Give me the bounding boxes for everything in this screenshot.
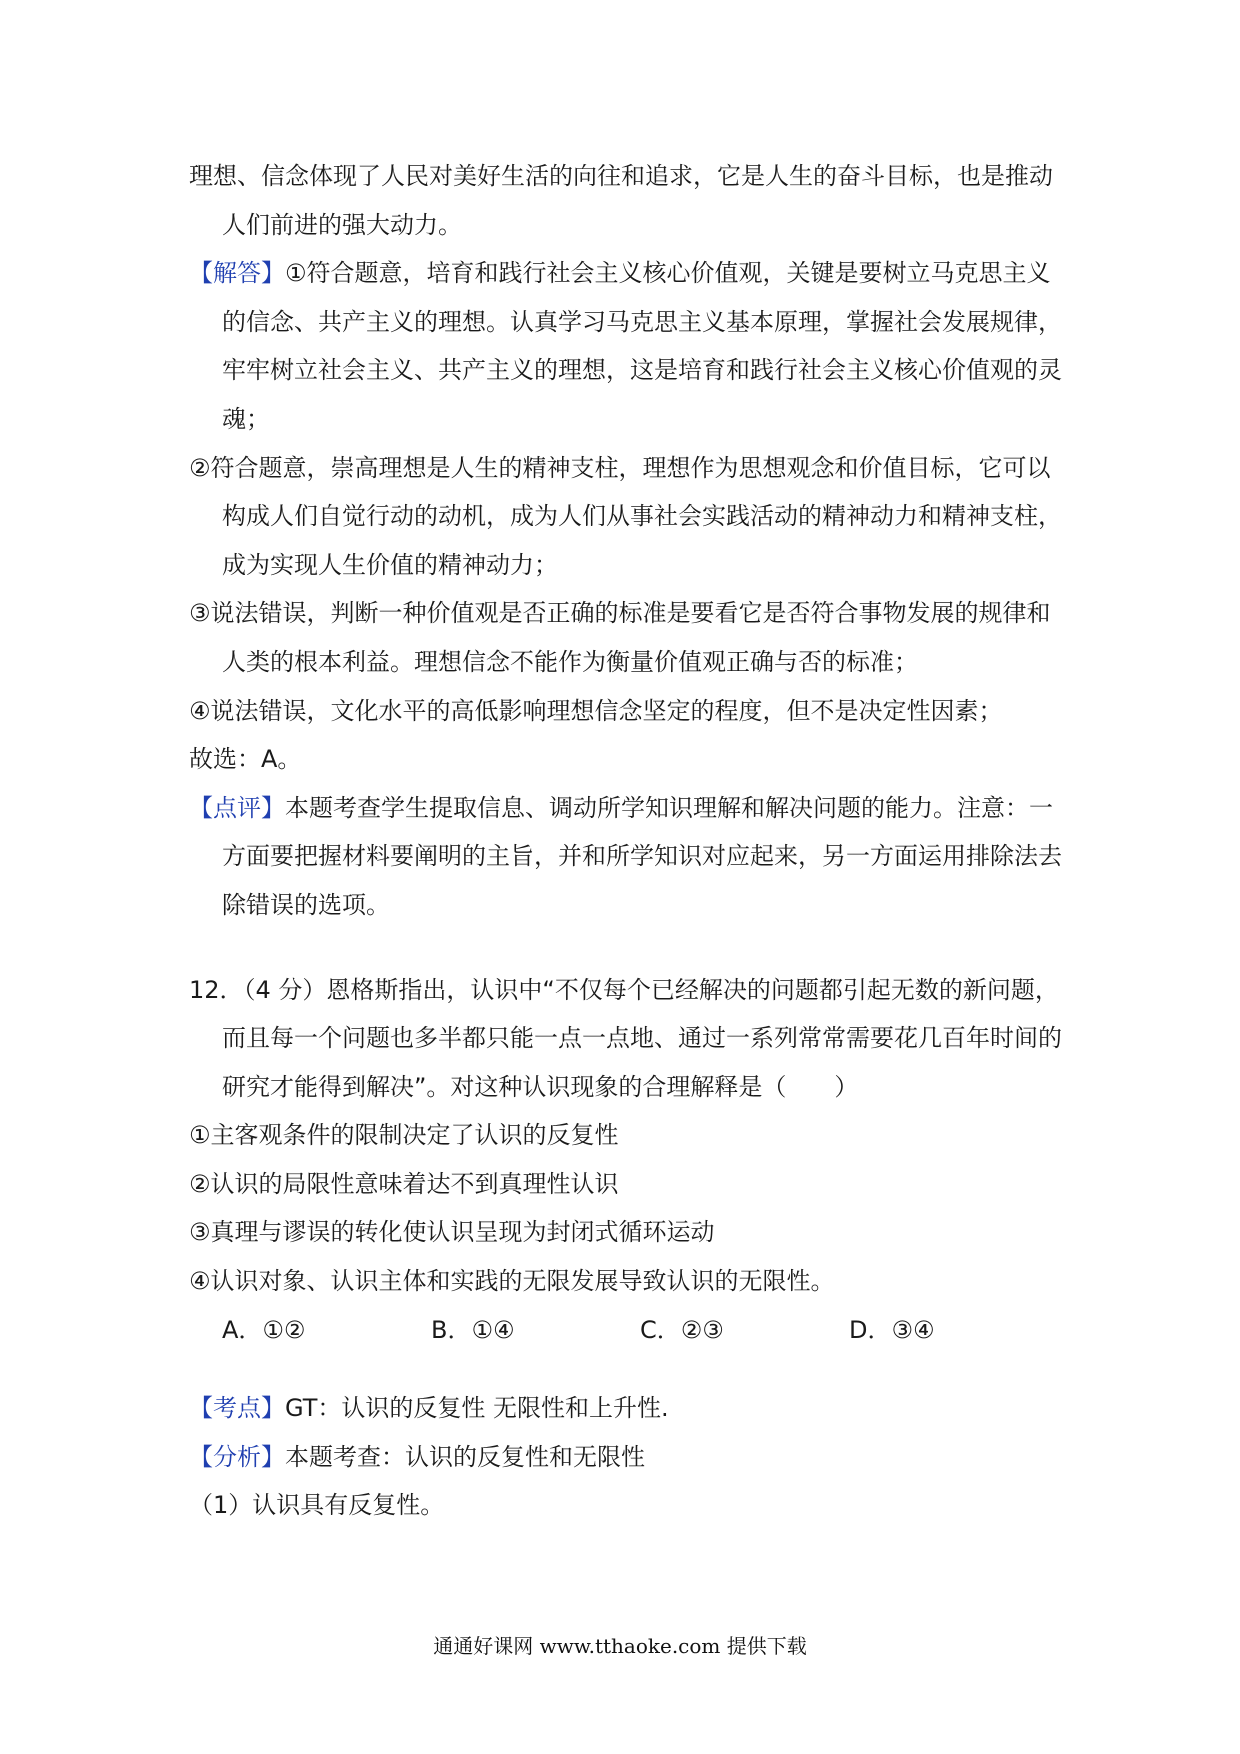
kaodian-tag: 【考点】 xyxy=(189,1394,285,1423)
question-statement-2: ②认识的局限性意味着达不到真理性认识 xyxy=(189,1169,619,1198)
spacer xyxy=(189,930,1069,966)
answer-text: ①符合题意，培育和践行社会主义核心价值观，关键是要树立马克思主义的信念、共产主义的理想。认真学习马克思主义基本原理，掌握社会发展规律，牢牢树立社会主义、共产主义的理想，这是培育和践行社会主义核心价值观的灵魂； xyxy=(222,259,1062,433)
question-options xyxy=(189,1306,1069,1355)
question-statement-1: ①主客观条件的限制决定了认识的反复性 xyxy=(189,1121,619,1150)
answer-point-3: ③说法错误，判断一种价值观是否正确的标准是要看它是否符合事物发展的规律和人类的根本利益。理想信念不能作为衡量价值观正确与否的标准； xyxy=(189,599,1051,676)
document-body xyxy=(189,152,1069,1530)
answer-point-4: ④说法错误，文化水平的高低影响理想信念坚定的程度，但不是决定性因素； xyxy=(189,696,1003,725)
option-c: C．②③ xyxy=(640,1315,724,1344)
option-b: B．①④ xyxy=(431,1315,515,1344)
question-statement-3: ③真理与谬误的转化使认识呈现为封闭式循环运动 xyxy=(189,1218,715,1247)
answer-point-2: ②符合题意，崇高理想是人生的精神支柱，理想作为思想观念和价值目标，它可以构成人们自觉行动的动机，成为人们从事社会实践活动的精神动力和精神支柱，成为实现人生价值的精神动力； xyxy=(189,453,1062,579)
fenxi-tag: 【分析】 xyxy=(189,1442,285,1471)
fenxi-paragraph xyxy=(189,1433,1069,1482)
answer-choice: 故选：A。 xyxy=(189,745,302,774)
comment-text: 本题考查学生提取信息、调动所学知识理解和解决问题的能力。注意：一方面要把握材料要阐明的主旨，并和所学知识对应起来，另一方面运用排除法去除错误的选项。 xyxy=(222,793,1062,919)
kaodian-paragraph xyxy=(189,1384,1069,1433)
option-a: A．①② xyxy=(222,1315,306,1344)
question-statement-4: ④认识对象、认识主体和实践的无限发展导致认识的无限性。 xyxy=(189,1267,835,1296)
page-footer: 通通好课网 www.tthaoke.com 提供下载 xyxy=(433,1634,807,1658)
spacer xyxy=(189,1354,1069,1384)
option-d: D．③④ xyxy=(849,1315,935,1344)
kaodian-text: GT：认识的反复性 无限性和上升性. xyxy=(285,1394,669,1423)
comment-tag: 【点评】 xyxy=(189,793,285,822)
answer-paragraph xyxy=(189,249,1069,443)
answer-tag: 【解答】 xyxy=(189,259,285,288)
fenxi-text: 本题考查：认识的反复性和无限性 xyxy=(285,1442,645,1471)
paragraph-ideal-belief: 理想、信念体现了人民对美好生活的向往和追求，它是人生的奋斗目标，也是推动人们前进的强大动力。 xyxy=(189,162,1053,239)
analysis-point-1: （1）认识具有反复性。 xyxy=(189,1491,445,1520)
question-stem: 12．（4 分）恩格斯指出，认识中“不仅每个已经解决的问题都引起无数的新问题，而且每一个问题也多半都只能一点一点地、通过一系列常常需要花几百年时间的研究才能得到解决”。对这种认识现象的合理解释是（ ） xyxy=(189,975,1062,1101)
comment-paragraph xyxy=(189,784,1069,930)
